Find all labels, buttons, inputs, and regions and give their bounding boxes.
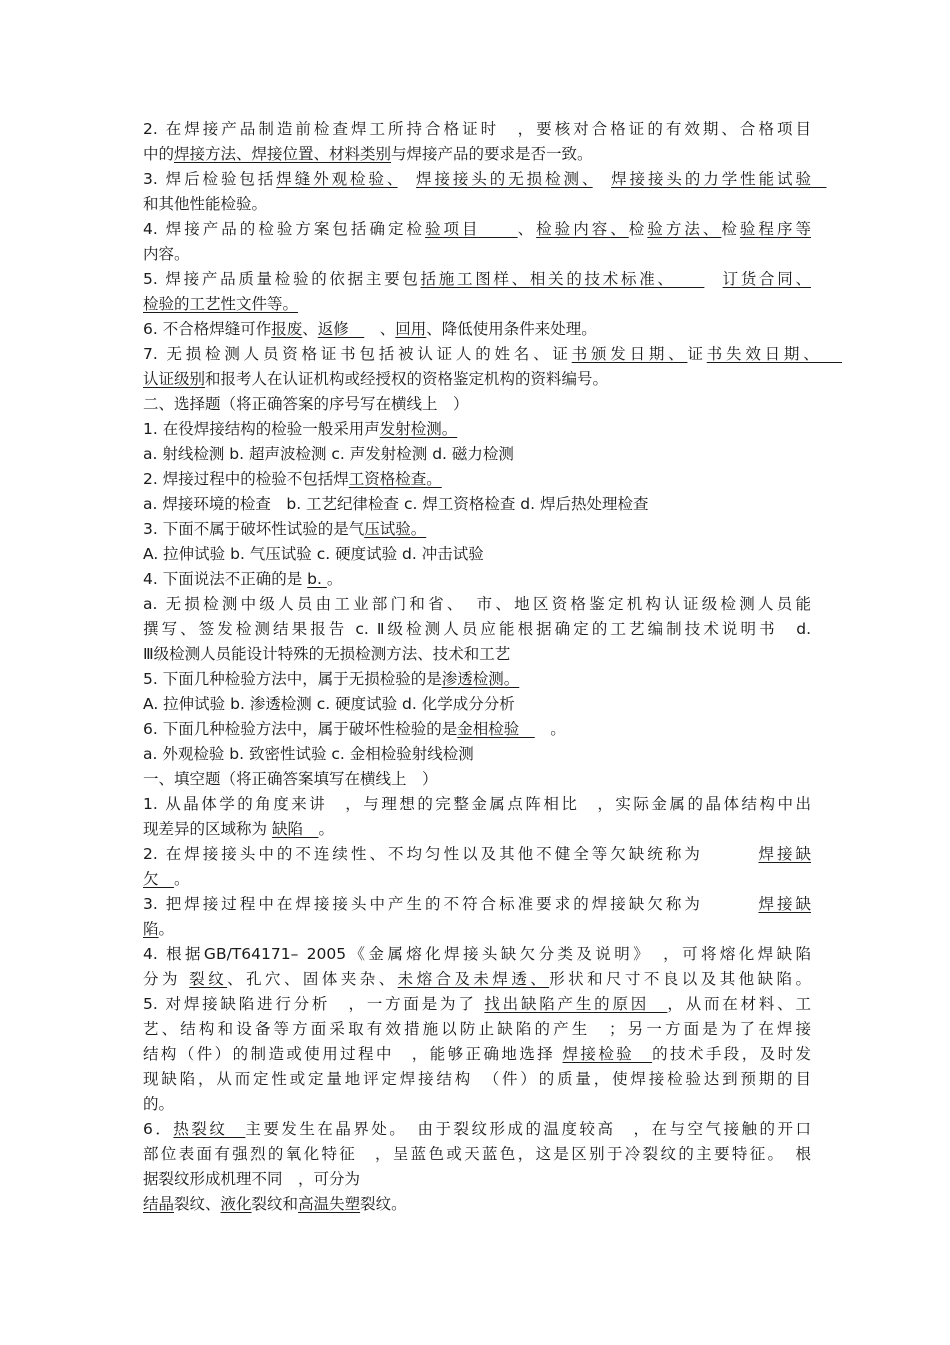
text-segment: 检 [721,220,740,238]
text-segment: 据裂纹形成机理不同 ，可分为 [143,1170,361,1188]
text-segment: 形状和尺寸不良以及其他缺陷。 [549,970,811,988]
text-segment: 与焊接产品的要求是否一致。 [391,145,593,163]
answer-text: 工资格检查。 [348,470,442,488]
document-body [143,117,842,1217]
text-line [143,392,811,417]
answer-text: 高温失塑 [298,1195,361,1213]
answer-text: 裂纹 [189,970,228,988]
text-segment: 2. 在焊接接头中的不连续性、不均匀性以及其他不健全等欠缺统称为 [143,845,759,863]
text-line [143,617,811,642]
answer-text: 订货合同、 [722,270,811,288]
text-line [143,442,811,467]
text-segment: 艺、结构和设备等方面采取有效措施以防止缺陷的产生 ；另一方面是为了在焊接 [143,1020,811,1038]
answer-text: 热裂纹 [173,1120,246,1138]
text-line [143,492,811,517]
text-line [143,367,811,392]
text-line [143,467,811,492]
text-segment: a. 外观检验 b. 致密性试验 c. 金相检验射线检测 [143,745,474,763]
text-segment: a. 射线检测 b. 超声波检测 c. 声发射检测 d. 磁力检测 [143,445,514,463]
text-segment: 一、填空题（将正确答案填写在横线上 ） [143,770,438,788]
answer-text: 返修 [317,320,365,338]
text-segment: 裂纹。 [360,1195,407,1213]
text-line [143,917,811,942]
text-line [143,717,811,742]
answer-text: 渗透检测。 [441,670,520,688]
text-segment: 。 [158,920,175,938]
text-segment: 3. 焊后检验包括 [143,170,277,188]
text-line [143,942,811,967]
answer-text: 检验的工艺性文件等。 [143,295,299,313]
answer-text: 括施工图样、相关的技术标准、 [420,270,705,288]
text-segment: 。 [326,570,343,588]
text-segment: 4. 下面说法不正确的是 [143,570,308,588]
answer-text: 焊缝外观检验、 [276,170,398,188]
text-line [143,1092,811,1117]
text-line [143,867,811,892]
text-segment: 3. 把焊接过程中在焊接接头中产生的不符合标准要求的焊接缺欠称为 [143,895,759,913]
text-segment: 6. 下面几种检验方法中，属于破坏性检验的是 [143,720,458,738]
answer-text: 焊接检验 [562,1045,653,1063]
text-segment [593,170,611,188]
text-line [143,517,811,542]
text-line [143,117,811,142]
text-line [143,217,811,242]
text-segment: 5. 对焊接缺陷进行分析 ，一方面是为了 [143,995,485,1013]
text-line [143,842,811,867]
text-line [143,267,811,292]
text-segment: A. 拉伸试验 b. 气压试验 c. 硬度试验 d. 冲击试验 [143,545,484,563]
text-segment: Ⅲ级检测人员能设计特殊的无损检测方法、技术和工艺 [143,645,511,663]
text-segment: 部位表面有强烈的氧化特征 ，呈蓝色或天蓝色，这是区别于冷裂纹的主要特征。 根 [143,1145,811,1163]
text-line [143,142,811,167]
text-segment: 和其他性能检验。 [143,195,268,213]
answer-text: 发射检测。 [379,420,458,438]
text-segment: a. 无损检测中级人员由工业部门和省、 市、地区资格鉴定机构认证级检测人员能 [143,595,811,613]
text-segment: 的。 [143,1095,175,1113]
answer-text: 焊接缺 [758,845,811,863]
text-segment: 二、选择题（将正确答案的序号写在横线上 ） [143,395,469,413]
text-line [143,967,811,992]
answer-text: 结晶 [143,1195,175,1213]
text-segment: 2. 焊接过程中的检验不包括焊 [143,470,349,488]
text-segment: 结构（件）的制造或使用过程中 ，能够正确地选择 [143,1045,563,1063]
text-segment: 6． [143,1120,174,1138]
answer-text: 焊接接头的无损检测、 [416,170,593,188]
text-segment: 3. 下面不属于破坏性试验的是气 [143,520,365,538]
text-segment: A. 拉伸试验 b. 渗透检测 c. 硬度试验 d. 化学成分分析 [143,695,515,713]
text-segment: 4. 焊接产品的检验方案包括确定检 [143,220,426,238]
text-line [143,817,811,842]
text-segment: 。 [534,720,566,738]
text-line [143,1017,811,1042]
answer-text: 焊接接头的力学性能试验 [611,170,827,188]
text-segment: 现缺陷，从而定性或定量地评定焊接结构 （件）的质量，使焊接检验达到预期的目 [143,1070,811,1088]
answer-text: 书颁发日期、 [571,345,688,363]
text-line [143,192,811,217]
text-segment: 5. 下面几种检验方法中，属于无损检验的是 [143,670,442,688]
text-segment: 内容。 [143,245,190,263]
text-segment: 撰写、签发检测结果报告 c. Ⅱ级检测人员应能根据确定的工艺编制技术说明书 d. [143,620,811,638]
answer-text: 液化 [220,1195,252,1213]
text-segment: 。 [318,820,334,838]
text-line [143,342,842,367]
text-line [143,1117,811,1142]
answer-text: 缺陷 [271,820,319,838]
text-segment: ，从而在材料、工 [667,995,811,1013]
text-line [143,242,811,267]
text-line [143,592,811,617]
answer-text: 陷 [143,920,159,938]
text-line [143,642,811,667]
answer-text: 未熔合及未焊透、 [397,970,550,988]
text-segment: 1. 在役焊接结构的检验一般采用声 [143,420,380,438]
answer-text: 检验内容、 [536,220,629,238]
answer-text: b. [307,570,327,588]
text-line [143,692,811,717]
text-segment [398,170,416,188]
text-line [143,667,811,692]
text-segment: 7. 无损检测人员资格证书包括被认证人的姓名、证 [143,345,572,363]
text-line [143,417,811,442]
text-segment: 6. 不合格焊缝可作 [143,320,272,338]
text-segment [704,270,722,288]
text-line [143,1142,811,1167]
text-line [143,167,827,192]
answer-text: 书失效日期、 [706,345,842,363]
text-segment: 裂纹和 [251,1195,299,1213]
text-line [143,1167,811,1192]
text-segment: 5. 焊接产品质量检验的依据主要包 [143,270,421,288]
text-segment: 的技术手段，及时发 [652,1045,811,1063]
text-segment: 、 [517,220,537,238]
answer-text: 回用 [395,320,427,338]
text-segment: 检 [628,220,648,238]
answer-text: 金相检验 [457,720,535,738]
answer-text: 焊接方法、焊接位置、材料类别 [174,145,392,163]
answer-text: 验项目 [425,220,518,238]
text-segment: 现差异的区域称为 [143,820,272,838]
answer-text: 验方法、 [647,220,722,238]
text-line [143,767,811,792]
answer-text: 验程序等 [739,220,811,238]
text-line [143,742,811,767]
text-line [143,317,811,342]
text-line [143,1192,811,1217]
text-segment: 证 [687,345,707,363]
answer-text: 焊接缺 [758,895,811,913]
text-segment: 1. 从晶体学的角度来讲 ，与理想的完整金属点阵相比 ，实际金属的晶体结构中出 [143,795,811,813]
text-segment: 、 [302,320,318,338]
text-line [143,542,811,567]
text-segment: 中的 [143,145,175,163]
answer-text: 欠 [143,870,175,888]
text-line [143,567,811,592]
answer-text: 压试验。 [364,520,427,538]
text-segment: 。 [174,870,190,888]
text-segment: 2. 在焊接产品制造前检查焊工所持合格证时 ，要核对合格证的有效期、合格项目 [143,120,811,138]
text-line [143,792,811,817]
text-segment: 、降低使用条件来处理。 [426,320,597,338]
answer-text: 找出缺陷产生的原因 [484,995,668,1013]
text-line [143,992,811,1017]
text-line [143,1067,811,1092]
text-line [143,892,811,917]
answer-text: 报废 [271,320,303,338]
text-segment: 、 [364,320,396,338]
text-line [143,292,811,317]
text-segment: 主要发生在晶界处。 由于裂纹形成的温度较高 ，在与空气接触的开口 [245,1120,811,1138]
text-segment: 裂纹、 [174,1195,221,1213]
text-segment: 分为 [143,970,190,988]
text-segment: 4. 根据GB/T64171– 2005《金属熔化焊接头缺欠分类及说明》 ，可将熔化焊缺陷 [143,945,811,963]
text-segment: 、孔穴、固体夹杂、 [227,970,398,988]
text-segment: 和报考人在认证机构或经授权的资格鉴定机构的资料编号。 [205,370,609,388]
text-segment: a. 焊接环境的检查 b. 工艺纪律检查 c. 焊工资格检查 d. 焊后热处理检查 [143,495,649,513]
answer-text: 认证级别 [143,370,206,388]
text-line [143,1042,811,1067]
